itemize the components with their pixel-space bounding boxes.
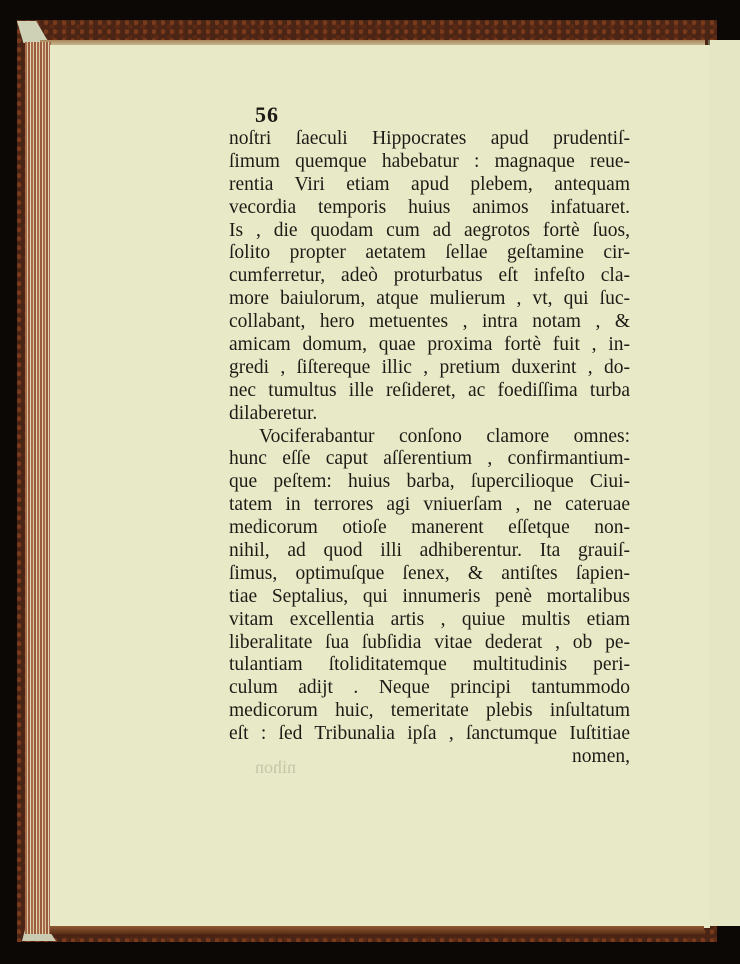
text-line: Is , die quodam cum ad aegrotos fortè ſuos, (229, 219, 630, 241)
page-fore-edges (25, 42, 51, 934)
text-line: gredi , ſiſtereque illic , pretium duxerint , do- (229, 356, 630, 378)
page-number: 56 (255, 102, 279, 127)
text-line: collabant, hero metuentes , intra notam , & (229, 311, 630, 333)
text-line: culum adijt . Neque principi tantummodo (229, 677, 630, 699)
body-text (229, 128, 630, 769)
text-line: hunc eſſe caput aſſerentium , confirmantium- (229, 448, 630, 470)
facing-page-edge (710, 40, 740, 926)
text-line: cumferretur, adeò proturbatus eſt infeſto cla- (229, 265, 630, 287)
page-bottom-edge (50, 926, 704, 934)
text-line: Vociferabantur conſono clamore omnes: (259, 425, 630, 447)
text-line: noſtri ſaeculi Hippocrates apud prudentiſ- (229, 128, 630, 149)
text-line: medicorum otioſe manerent eſſetque non- (229, 517, 630, 539)
catchword: nomen, (572, 746, 630, 768)
text-line: medicorum huic, temeritate plebis inſultatum (229, 700, 630, 722)
text-line: ſimum quemque habebatur : magnaque reue- (229, 150, 630, 172)
text-line: vecordia temporis huius animos infatuaret. (229, 196, 630, 218)
text-line: eſt : ſed Tribunalia ipſa , ſanctumque Iuſtitiae (229, 723, 630, 745)
text-line: liberalitate ſua ſubſidia vitae dederat , ob pe- (229, 631, 630, 653)
text-line: que peſtem: huius barba, ſupercilioque Ciui- (229, 471, 630, 493)
text-line: ſimus, optimuſque ſenex, & antiſtes ſapien- (229, 562, 630, 584)
text-line: amicam domum, quae proxima fortè fuit , in- (229, 334, 630, 356)
text-line: tiae Septalius, qui innumeris penè mortalibus (229, 585, 630, 607)
text-line: nihil, ad quod illi adhiberentur. Ita grauiſ- (229, 540, 630, 562)
text-line: nec tumultus ille reſideret, ac foediſſima turba (229, 379, 630, 401)
text-line: ſolito propter aetatem ſellae geſtamine cir- (229, 242, 630, 264)
text-line: rentia Viri etiam apud plebem, antequam (229, 173, 630, 195)
text-line: tulantiam ſtoliditatemque multitudinis peri- (229, 654, 630, 676)
bleed-through-text: nihon (255, 757, 297, 777)
text-line: dilaberetur. (229, 402, 318, 424)
text-line: vitam excellentia artis , quiue multis etiam (229, 608, 630, 630)
text-line: more baiulorum, atque mulierum , vt, qui ſuc- (229, 288, 630, 310)
text-line: tatem in terrores agi vniuerſam , ne cateruae (229, 494, 630, 516)
